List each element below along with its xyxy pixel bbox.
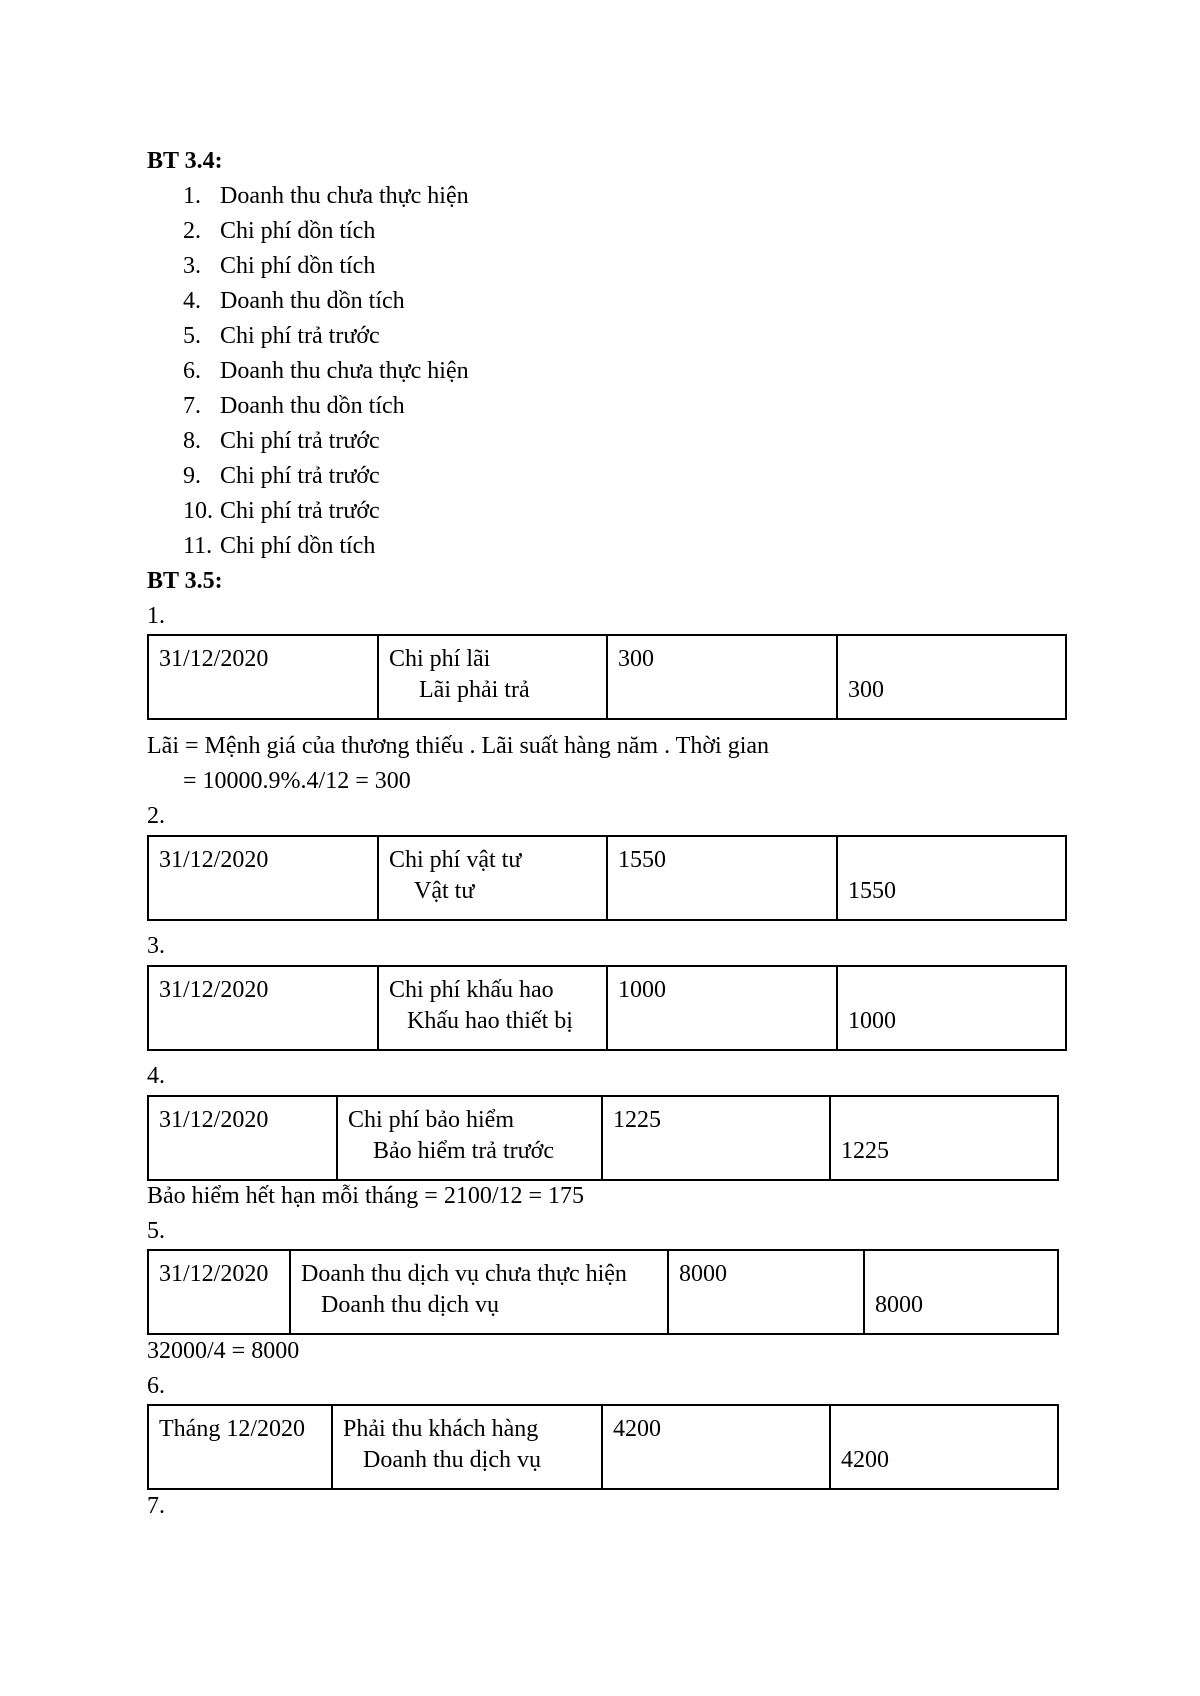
list-item: 6. Doanh thu chưa thực hiện [183,358,469,384]
journal-entry-4 [147,1095,1059,1181]
credit-account: Khấu hao thiết bị [407,1008,573,1034]
entry-3-label: 3. [147,933,165,959]
entry-accounts [332,1405,602,1489]
list-item: 8. Chi phí trả trước [183,428,380,454]
debit-account: Phải thu khách hàng [343,1416,539,1442]
debit-amount: 1225 [602,1096,830,1180]
debit-account: Doanh thu dịch vụ chưa thực hiện [301,1261,627,1287]
entry-date: 31/12/2020 [148,1096,337,1180]
entry-5-label: 5. [147,1218,165,1244]
bt34-heading: BT 3.4: [147,148,223,174]
debit-amount: 8000 [668,1250,864,1334]
credit-amount: 1000 [837,966,1066,1050]
debit-amount: 1550 [607,836,837,920]
journal-entry-2 [147,835,1067,921]
debit-account: Chi phí vật tư [389,847,522,873]
entry-accounts [378,966,607,1050]
list-item: 2. Chi phí dồn tích [183,218,376,244]
debit-amount: 1000 [607,966,837,1050]
entry-date: 31/12/2020 [148,966,378,1050]
credit-amount: 1550 [837,836,1066,920]
journal-entry-1 [147,634,1067,720]
journal-entry-6 [147,1404,1059,1490]
entry-date: 31/12/2020 [148,1250,290,1334]
list-item: 5. Chi phí trả trước [183,323,380,349]
entry-accounts [378,836,607,920]
entry-date: 31/12/2020 [148,836,378,920]
credit-account: Doanh thu dịch vụ [363,1447,541,1473]
list-item: 4. Doanh thu dồn tích [183,288,405,314]
credit-account: Lãi phải trả [419,677,530,703]
entry-1-note: Lãi = Mệnh giá của thương thiếu . Lãi suất hàng năm . Thời gian [147,733,770,759]
credit-account: Vật tư [414,878,475,904]
entry-1-note: = 10000.9%.4/12 = 300 [183,768,411,794]
entry-4-label: 4. [147,1063,165,1089]
credit-account: Bảo hiểm trả trước [373,1138,554,1164]
journal-entry-5 [147,1249,1059,1335]
entry-accounts [378,635,607,719]
credit-amount: 8000 [864,1250,1058,1334]
debit-account: Chi phí lãi [389,646,491,672]
debit-account: Chi phí bảo hiểm [348,1107,514,1133]
entry-4-note: Bảo hiểm hết hạn mỗi tháng = 2100/12 = 175 [147,1183,585,1209]
debit-amount: 300 [607,635,837,719]
entry-accounts [290,1250,668,1334]
credit-amount: 300 [837,635,1066,719]
entry-1-label: 1. [147,603,165,629]
list-item: 7. Doanh thu dồn tích [183,393,405,419]
list-item: 1. Doanh thu chưa thực hiện [183,183,469,209]
credit-amount: 4200 [830,1405,1058,1489]
list-item: 11. Chi phí dồn tích [183,533,376,559]
entry-date: 31/12/2020 [148,635,378,719]
journal-entry-3 [147,965,1067,1051]
debit-account: Chi phí khấu hao [389,977,554,1003]
bt35-heading: BT 3.5: [147,568,223,594]
entry-5-note: 32000/4 = 8000 [147,1338,300,1364]
entry-accounts [337,1096,602,1180]
credit-amount: 1225 [830,1096,1058,1180]
entry-2-label: 2. [147,803,165,829]
debit-amount: 4200 [602,1405,830,1489]
list-item: 10. Chi phí trả trước [183,498,380,524]
list-item: 9. Chi phí trả trước [183,463,380,489]
entry-6-label: 6. [147,1373,165,1399]
entry-7-label: 7. [147,1493,165,1519]
list-item: 3. Chi phí dồn tích [183,253,376,279]
credit-account: Doanh thu dịch vụ [321,1292,499,1318]
entry-date: Tháng 12/2020 [148,1405,332,1489]
